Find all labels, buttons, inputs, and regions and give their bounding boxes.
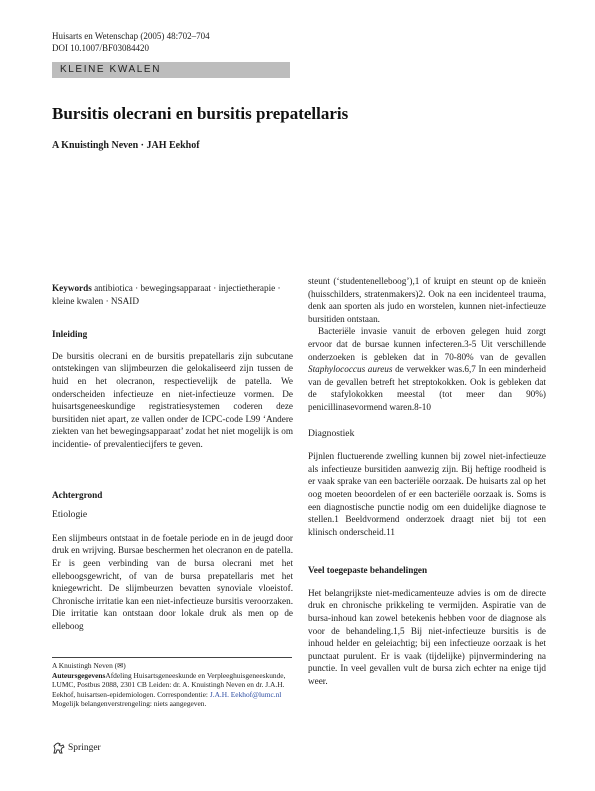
right-column [308,275,546,688]
publisher-logo [52,742,101,754]
footnote-email-2[interactable]: Eekhof@lumc.nl [230,689,282,699]
section-label: KLEINE KWALEN [60,64,162,75]
paragraph-inleiding: De bursitis olecrani en de bursitis prepatellaris zijn subcutane ontstekingen van slijmbeurzen die gelokaliseerd zijn tussen de huid en het olecranon, respectievelijk de patella. We onderscheiden infectieuze en niet-infectieuze vormen. De huisartsgeneeskundige registratiesystemen coderen deze bursitiden niet apart, ze vallen onder de ICPC-code L99 ‘Andere ziekten van het bewegingsapparaat’ zodat het niet mogelijk is om incidentie- of prevalentiecijfers te geven. [52,350,293,449]
footnote-address [52,671,292,709]
footnote-address-label: Auteursgegevens [52,670,106,680]
springer-horse-icon [52,742,65,754]
footnote-address-text: Afdeling Huisartsgeneeskunde en Verpleeghuisgeneeskunde, LUMC, Postbus 2088, 2301 CB Leiden: dr. A. Knuistingh Neven en dr. J.A.H. Eekhof, huisartsen-epidemiologen. Correspondentie: [52,670,286,699]
section-banner [52,62,290,78]
heading-diagnostiek: Diagnostiek [308,427,355,439]
article-authors: A Knuistingh Neven · JAH Eekhof [52,140,200,151]
paragraph-bacterial [308,325,546,413]
journal-citation: Huisarts en Wetenschap (2005) 48:702–704 [52,31,210,41]
paragraph-continuation: steunt (‘studentenelleboog’),1 of kruipt en steunt op de knieën (huisschilders, stratenmakers)2. Ook na een incidenteel trauma, denk aan sporten als judo en worstelen, kunnen niet-infectieuze bursitiden ontstaan. [308,276,546,324]
footnote-email-1[interactable]: J.A.H. [209,689,229,699]
keywords [52,282,293,307]
doi: DOI 10.1007/BF03084420 [52,43,150,53]
footnote-divider [52,657,292,658]
bacterial-text-1: Bacteriële invasie vanuit de erboven gelegen huid zorgt ervoor dat de bursae kunnen infecteren.3-5 Uit verschillende onderzoeken is gebleken dat in 70-80% van de gevallen [308,326,546,362]
author-footnote [52,661,292,709]
heading-etiologie: Etiologie [52,509,88,521]
article-title: Bursitis olecrani en bursitis prepatellaris [52,104,349,123]
paragraph-etiologie: Een slijmbeurs ontstaat in de foetale periode en in de jeugd door druk en wrijving. Bursae beschermen het olecranon en de patella. Er is geen verbinding van de bursa olecrani met het elleboogsgewricht, of van de bursa prepatellaris met het kniegewricht. De slijmbeurzen bevatten synoviale vloeistof. Chronische irritatie kan een niet-infectieuze bursitis veroorzaken. Die irritatie kan ontstaan door lokale druk als men op de elleboog [52,532,293,631]
heading-achtergrond: Achtergrond [52,489,103,500]
keywords-label: Keywords [52,283,92,293]
heading-behandelingen: Veel toegepaste behandelingen [308,565,428,576]
publisher-name: Springer [68,743,101,753]
bacterial-text-2: de verwekker was.6,7 In een minderheid van de gevallen betreft het streptokokken. Ook is gebleken dat de stafylokokken meestal (tot meer dan 90%) penicillinasevormend waren.8-10 [308,364,546,412]
keywords-text: antibiotica · bewegingsapparaat · injectietherapie · kleine kwalen · NSAID [52,283,281,306]
bacterial-species: Staphylococcus aureus [308,364,393,375]
footnote-author: A Knuistingh Neven (✉) [52,661,126,670]
left-column [52,282,293,632]
heading-inleiding: Inleiding [52,329,88,340]
paragraph-diagnostiek: Pijnlen fluctuerende zwelling kunnen bij zowel niet-infectieuze als infectieuze bursitiden aanwezig zijn. Bij heftige roodheid is er vaak sprake van een bacteriële oorzaak. De huisarts zal op het oog moeten beoordelen of er een bacteriële oorzaak is. Soms is een diagnostische punctie nodig om een duidelijke diagnose te stellen.1 Beeldvormend onderzoek draagt niet bij tot een klinisch onderscheid.11 [308,451,546,537]
paragraph-behandelingen: Het belangrijkste niet-medicamenteuze advies is om de directe druk en chronische prikkeling te vermijden. Aspiratie van de bursa-inhoud kan zowel betekenis hebben voor de diagnose als voor de behandeling.1,5 Bij niet-infectieuze bursitis is de inhoud helder en geleiachtig; bij een infectieuze oorzaak is het punctaat purulent. Er is vaak (tijdelijke) pijnvermindering na punctie. In veel gevallen vult de bursa zich echter na enige tijd weer. [308,587,546,687]
footnote-conflict: Mogelijk belangenverstrengeling: niets aangegeven. [52,699,207,709]
